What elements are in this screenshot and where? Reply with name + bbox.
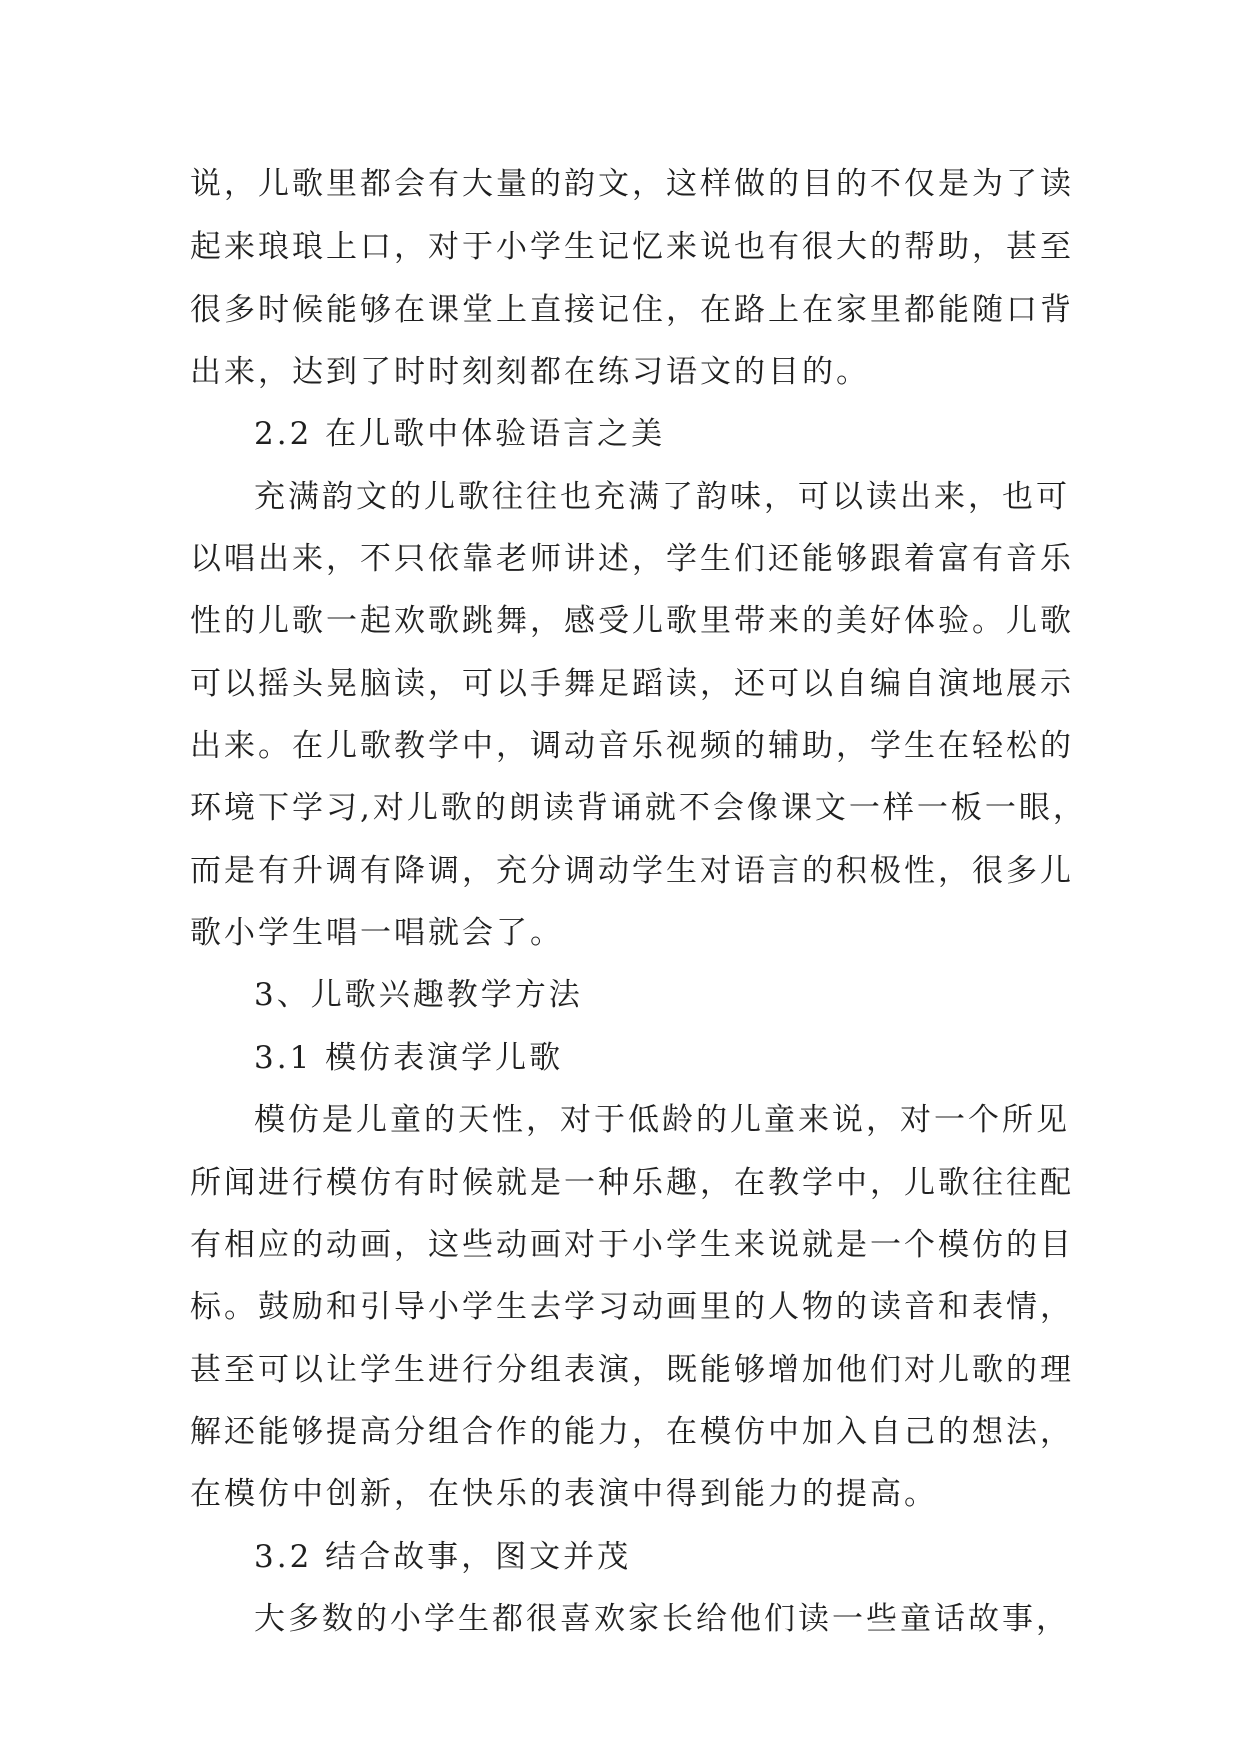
paragraph-line: 性的儿歌一起欢歌跳舞，感受儿歌里带来的美好体验。儿歌 [190,603,1074,639]
section-heading: 2.2 在儿歌中体验语言之美 [254,416,666,452]
paragraph-line: 以唱出来，不只依靠老师讲述，学生们还能够跟着富有音乐 [190,541,1074,577]
paragraph-line: 大多数的小学生都很喜欢家长给他们读一些童话故事， [254,1601,1070,1637]
section-heading: 3.2 结合故事，图文并茂 [254,1539,632,1575]
paragraph-line: 模仿是儿童的天性，对于低龄的儿童来说，对一个所见 [254,1102,1070,1138]
paragraph-line: 可以摇头晃脑读，可以手舞足蹈读，还可以自编自演地展示 [190,666,1074,702]
paragraph-line: 出来。在儿歌教学中，调动音乐视频的辅助，学生在轻松的 [190,728,1074,764]
paragraph-line: 起来琅琅上口，对于小学生记忆来说也有很大的帮助，甚至 [190,229,1074,265]
paragraph-line: 充满韵文的儿歌往往也充满了韵味，可以读出来，也可 [254,479,1070,515]
section-heading: 3、儿歌兴趣教学方法 [254,977,583,1013]
paragraph-line: 解还能够提高分组合作的能力，在模仿中加入自己的想法， [190,1414,1074,1450]
paragraph-line: 说，儿歌里都会有大量的韵文，这样做的目的不仅是为了读 [190,166,1074,202]
section-heading: 3.1 模仿表演学儿歌 [254,1040,564,1076]
paragraph-line: 在模仿中创新，在快乐的表演中得到能力的提高。 [190,1476,938,1512]
paragraph-line: 环境下学习,对儿歌的朗读背诵就不会像课文一样一板一眼， [190,790,1087,826]
paragraph-line: 出来，达到了时时刻刻都在练习语文的目的。 [190,354,870,390]
paragraph-line: 所闻进行模仿有时候就是一种乐趣，在教学中，儿歌往往配 [190,1165,1074,1201]
paragraph-line: 很多时候能够在课堂上直接记住，在路上在家里都能随口背 [190,292,1074,328]
paragraph-line: 歌小学生唱一唱就会了。 [190,915,564,951]
paragraph-line: 而是有升调有降调，充分调动学生对语言的积极性，很多儿 [190,853,1074,889]
paragraph-line: 标。鼓励和引导小学生去学习动画里的人物的读音和表情， [190,1289,1074,1325]
paragraph-line: 有相应的动画，这些动画对于小学生来说就是一个模仿的目 [190,1227,1074,1263]
paragraph-line: 甚至可以让学生进行分组表演，既能够增加他们对儿歌的理 [190,1352,1074,1388]
